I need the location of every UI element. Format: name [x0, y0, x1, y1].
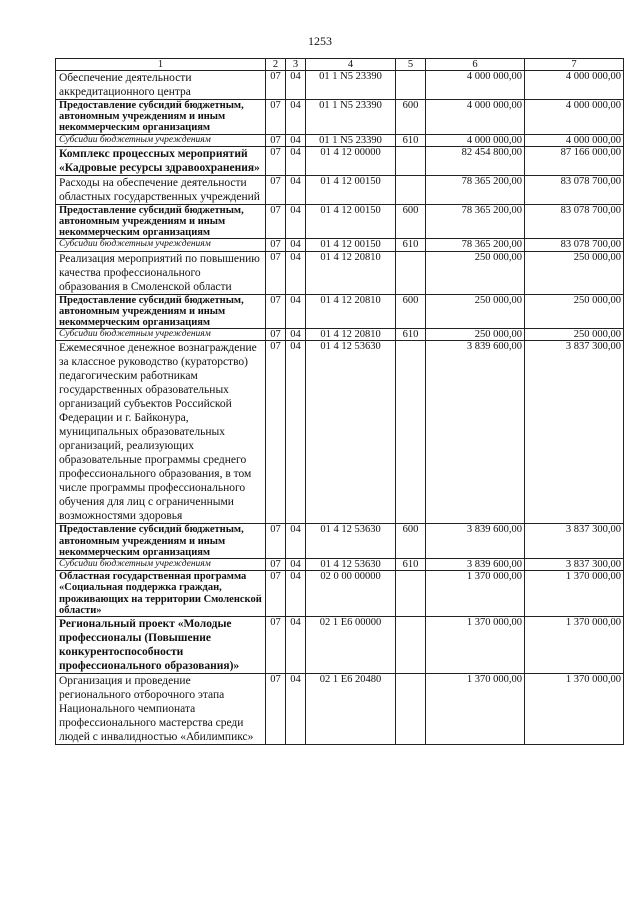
header-cell: 5 [396, 59, 426, 71]
section-code-cell: 07 [266, 341, 286, 524]
target-article-cell: 02 1 Е6 20480 [306, 674, 396, 745]
section-code-cell: 07 [266, 617, 286, 674]
amount-year2-cell: 1 370 000,00 [525, 617, 624, 674]
section-code-cell: 07 [266, 239, 286, 251]
amount-year1-cell: 82 454 800,00 [426, 146, 525, 175]
amount-year1-cell: 4 000 000,00 [426, 134, 525, 146]
budget-table [55, 58, 624, 745]
expense-type-cell: 600 [396, 294, 426, 329]
subsection-code-cell: 04 [286, 100, 306, 135]
amount-year2-cell: 83 078 700,00 [525, 175, 624, 204]
row-name-cell: Обеспечение деятельности аккредитационного центра [56, 71, 266, 100]
subsection-code-cell: 04 [286, 134, 306, 146]
subsection-code-cell: 04 [286, 239, 306, 251]
amount-year1-cell: 78 365 200,00 [426, 204, 525, 239]
subsection-code-cell: 04 [286, 204, 306, 239]
table-row [56, 524, 624, 559]
expense-type-cell [396, 71, 426, 100]
row-name-cell: Реализация мероприятий по повышению качества профессионального образования в Смоленской области [56, 251, 266, 294]
section-code-cell: 07 [266, 251, 286, 294]
target-article-cell: 01 4 12 20810 [306, 329, 396, 341]
section-code-cell: 07 [266, 175, 286, 204]
expense-type-cell [396, 175, 426, 204]
section-code-cell: 07 [266, 71, 286, 100]
row-name-cell: Субсидии бюджетным учреждениям [56, 239, 266, 251]
amount-year1-cell: 3 839 600,00 [426, 524, 525, 559]
expense-type-cell: 610 [396, 239, 426, 251]
amount-year2-cell: 4 000 000,00 [525, 71, 624, 100]
header-cell: 6 [426, 59, 525, 71]
section-code-cell: 07 [266, 204, 286, 239]
expense-type-cell: 610 [396, 134, 426, 146]
amount-year2-cell: 3 837 300,00 [525, 341, 624, 524]
section-code-cell: 07 [266, 571, 286, 617]
row-name-cell: Субсидии бюджетным учреждениям [56, 134, 266, 146]
page-number: 1253 [308, 34, 332, 48]
amount-year2-cell: 1 370 000,00 [525, 674, 624, 745]
section-code-cell: 07 [266, 524, 286, 559]
table-row [56, 617, 624, 674]
expense-type-cell: 610 [396, 329, 426, 341]
row-name-cell: Региональный проект «Молодые профессионалы (Повышение конкурентоспособности профессионального образования)» [56, 617, 266, 674]
row-name-cell: Областная государственная программа «Социальная поддержка граждан, проживающих на территории Смоленской области» [56, 571, 266, 617]
table-row [56, 294, 624, 329]
amount-year2-cell: 83 078 700,00 [525, 239, 624, 251]
amount-year2-cell: 4 000 000,00 [525, 100, 624, 135]
target-article-cell: 01 4 12 20810 [306, 251, 396, 294]
amount-year2-cell: 87 166 000,00 [525, 146, 624, 175]
subsection-code-cell: 04 [286, 674, 306, 745]
expense-type-cell: 600 [396, 204, 426, 239]
section-code-cell: 07 [266, 294, 286, 329]
expense-type-cell [396, 341, 426, 524]
target-article-cell: 01 1 N5 23390 [306, 71, 396, 100]
target-article-cell: 01 4 12 53630 [306, 341, 396, 524]
table-row [56, 175, 624, 204]
amount-year2-cell: 250 000,00 [525, 251, 624, 294]
target-article-cell: 01 4 12 00150 [306, 175, 396, 204]
table-row [56, 134, 624, 146]
section-code-cell: 07 [266, 559, 286, 571]
target-article-cell: 01 4 12 53630 [306, 559, 396, 571]
table-row [56, 674, 624, 745]
subsection-code-cell: 04 [286, 175, 306, 204]
section-code-cell: 07 [266, 329, 286, 341]
amount-year1-cell: 1 370 000,00 [426, 674, 525, 745]
expense-type-cell: 600 [396, 100, 426, 135]
subsection-code-cell: 04 [286, 559, 306, 571]
table-row [56, 571, 624, 617]
table-row [56, 146, 624, 175]
subsection-code-cell: 04 [286, 71, 306, 100]
header-row [56, 59, 624, 71]
section-code-cell: 07 [266, 146, 286, 175]
target-article-cell: 01 4 12 00150 [306, 239, 396, 251]
amount-year2-cell: 83 078 700,00 [525, 204, 624, 239]
header-cell: 2 [266, 59, 286, 71]
expense-type-cell [396, 674, 426, 745]
table-row [56, 71, 624, 100]
amount-year1-cell: 1 370 000,00 [426, 617, 525, 674]
subsection-code-cell: 04 [286, 329, 306, 341]
row-name-cell: Субсидии бюджетным учреждениям [56, 559, 266, 571]
target-article-cell: 02 1 Е6 00000 [306, 617, 396, 674]
amount-year1-cell: 1 370 000,00 [426, 571, 525, 617]
target-article-cell: 01 1 N5 23390 [306, 134, 396, 146]
row-name-cell: Ежемесячное денежное вознаграждение за классное руководство (кураторство) педагогическим работникам государственных образовательных организаций субъектов Российской Федерации и г. Байконура, муниципальных образовательных организаций, реализующих образовательные программы среднего профессионального образования, в том числе программы профессионального обучения для лиц с ограниченными возможностями здоровья [56, 341, 266, 524]
subsection-code-cell: 04 [286, 294, 306, 329]
subsection-code-cell: 04 [286, 146, 306, 175]
expense-type-cell [396, 251, 426, 294]
table-row [56, 559, 624, 571]
amount-year1-cell: 3 839 600,00 [426, 341, 525, 524]
section-code-cell: 07 [266, 674, 286, 745]
table-row [56, 100, 624, 135]
header-cell: 4 [306, 59, 396, 71]
row-name-cell: Субсидии бюджетным учреждениям [56, 329, 266, 341]
row-name-cell: Предоставление субсидий бюджетным, автономным учреждениям и иным некоммерческим организациям [56, 294, 266, 329]
table-row [56, 204, 624, 239]
target-article-cell: 02 0 00 00000 [306, 571, 396, 617]
target-article-cell: 01 4 12 20810 [306, 294, 396, 329]
header-cell: 1 [56, 59, 266, 71]
table-row [56, 239, 624, 251]
subsection-code-cell: 04 [286, 251, 306, 294]
subsection-code-cell: 04 [286, 617, 306, 674]
row-name-cell: Предоставление субсидий бюджетным, автономным учреждениям и иным некоммерческим организациям [56, 100, 266, 135]
row-name-cell: Комплекс процессных мероприятий «Кадровые ресурсы здравоохранения» [56, 146, 266, 175]
amount-year1-cell: 78 365 200,00 [426, 239, 525, 251]
amount-year2-cell: 1 370 000,00 [525, 571, 624, 617]
amount-year1-cell: 3 839 600,00 [426, 559, 525, 571]
amount-year1-cell: 250 000,00 [426, 329, 525, 341]
amount-year2-cell: 250 000,00 [525, 294, 624, 329]
expense-type-cell: 610 [396, 559, 426, 571]
subsection-code-cell: 04 [286, 571, 306, 617]
table-row [56, 251, 624, 294]
row-name-cell: Расходы на обеспечение деятельности областных государственных учреждений [56, 175, 266, 204]
expense-type-cell [396, 146, 426, 175]
amount-year1-cell: 78 365 200,00 [426, 175, 525, 204]
row-name-cell: Организация и проведение регионального отборочного этапа Национального чемпионата профессионального мастерства среди людей с инвалидностью «Абилимпикс» [56, 674, 266, 745]
section-code-cell: 07 [266, 100, 286, 135]
amount-year2-cell: 250 000,00 [525, 329, 624, 341]
section-code-cell: 07 [266, 134, 286, 146]
expense-type-cell: 600 [396, 524, 426, 559]
row-name-cell: Предоставление субсидий бюджетным, автономным учреждениям и иным некоммерческим организациям [56, 524, 266, 559]
table-row [56, 341, 624, 524]
expense-type-cell [396, 571, 426, 617]
header-cell: 3 [286, 59, 306, 71]
amount-year1-cell: 250 000,00 [426, 251, 525, 294]
subsection-code-cell: 04 [286, 341, 306, 524]
expense-type-cell [396, 617, 426, 674]
row-name-cell: Предоставление субсидий бюджетным, автономным учреждениям и иным некоммерческим организациям [56, 204, 266, 239]
target-article-cell: 01 4 12 53630 [306, 524, 396, 559]
table-row [56, 329, 624, 341]
subsection-code-cell: 04 [286, 524, 306, 559]
target-article-cell: 01 1 N5 23390 [306, 100, 396, 135]
amount-year1-cell: 250 000,00 [426, 294, 525, 329]
target-article-cell: 01 4 12 00150 [306, 204, 396, 239]
target-article-cell: 01 4 12 00000 [306, 146, 396, 175]
amount-year1-cell: 4 000 000,00 [426, 71, 525, 100]
amount-year2-cell: 4 000 000,00 [525, 134, 624, 146]
amount-year2-cell: 3 837 300,00 [525, 524, 624, 559]
header-cell: 7 [525, 59, 624, 71]
amount-year1-cell: 4 000 000,00 [426, 100, 525, 135]
amount-year2-cell: 3 837 300,00 [525, 559, 624, 571]
